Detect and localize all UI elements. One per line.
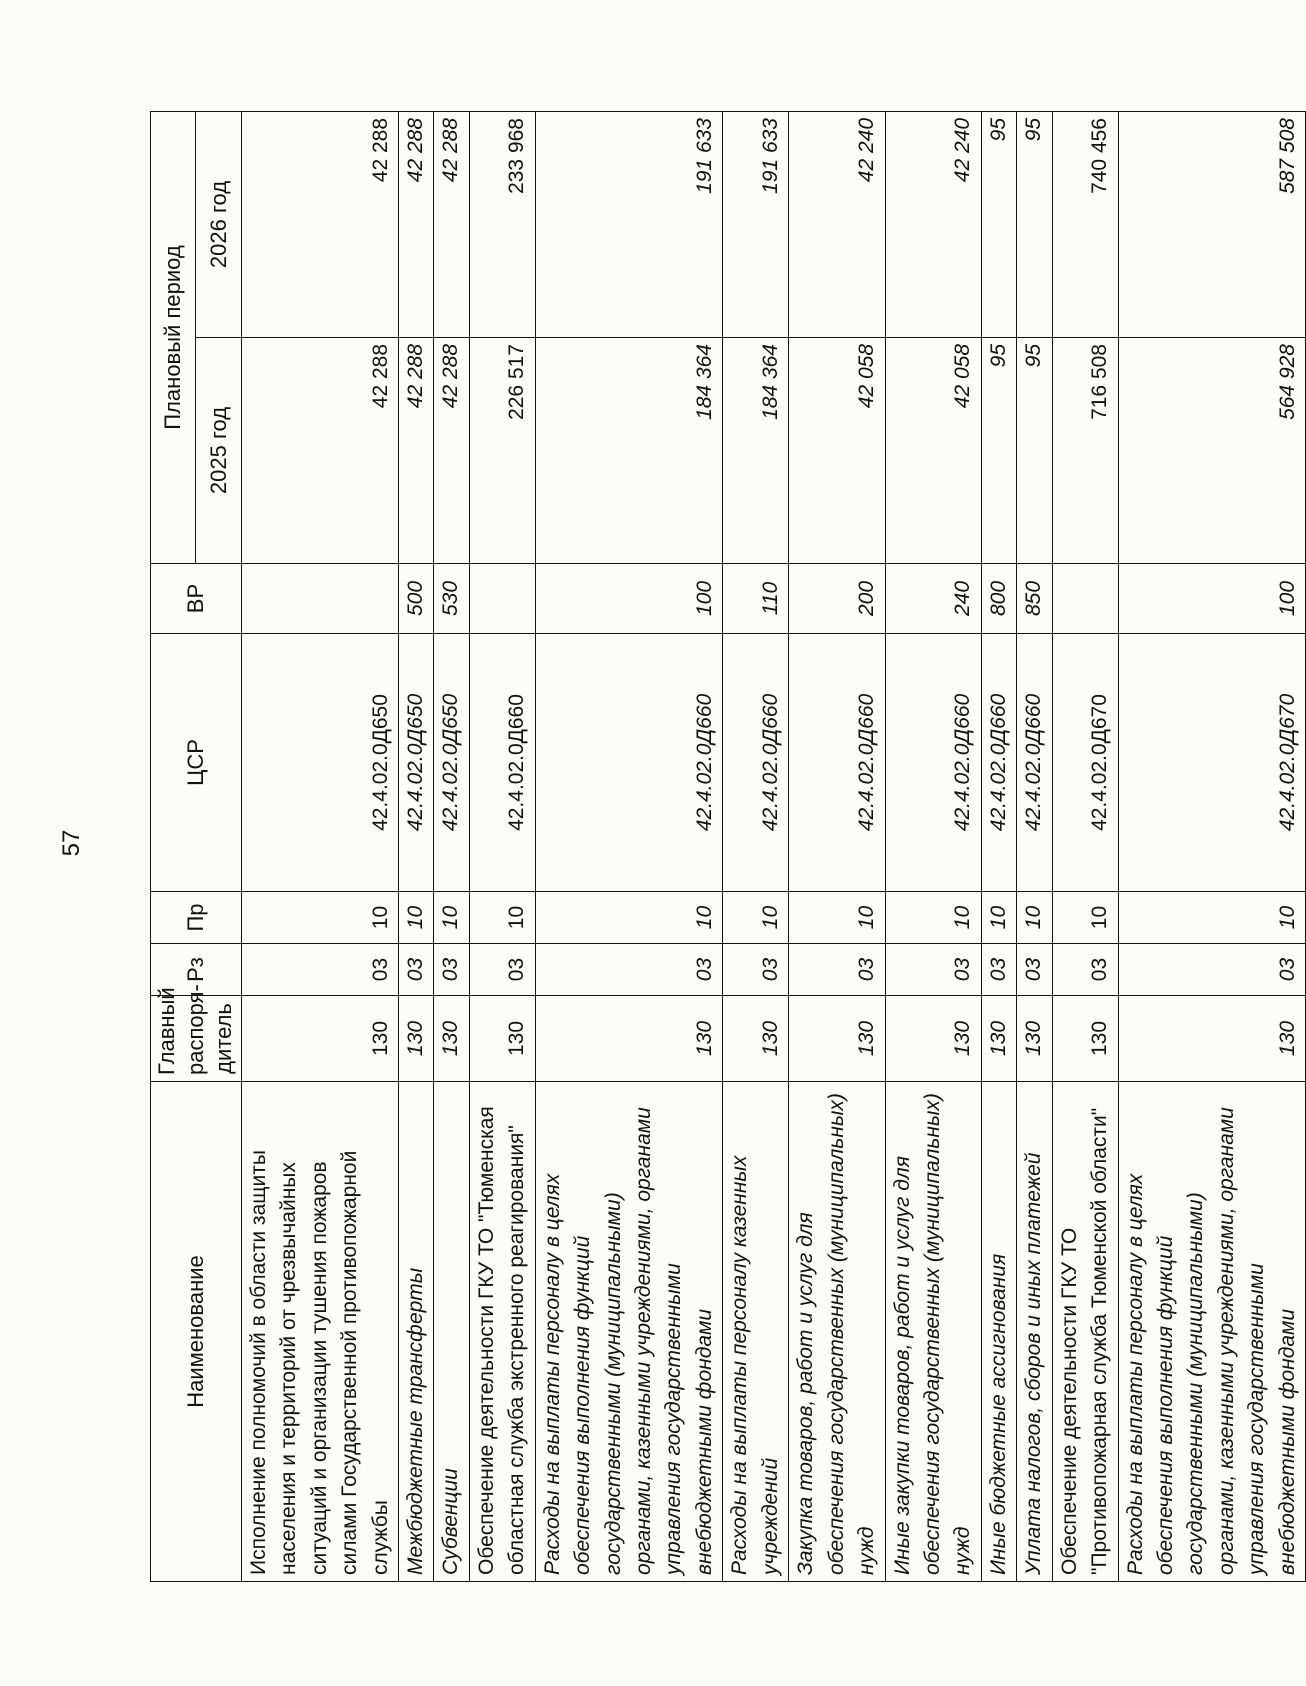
row-amount-2025: 42 288 <box>398 338 433 564</box>
table-row <box>885 112 981 1582</box>
row-manager: 130 <box>1118 996 1306 1082</box>
row-pr: 10 <box>885 892 981 944</box>
row-amount-2025: 42 288 <box>241 338 398 564</box>
row-amount-2026: 191 633 <box>535 112 723 338</box>
row-amount-2025: 716 508 <box>1052 338 1118 564</box>
row-pr: 10 <box>789 892 885 944</box>
row-vr: 500 <box>398 564 433 634</box>
row-pr: 10 <box>981 892 1016 944</box>
row-vr: 200 <box>789 564 885 634</box>
row-vr <box>241 564 398 634</box>
row-vr <box>1052 564 1118 634</box>
row-manager: 130 <box>1052 996 1118 1082</box>
budget-table <box>150 111 1306 1582</box>
row-amount-2026: 95 <box>1017 112 1052 338</box>
row-name: Расходы на выплаты персоналу в целях обеспечения выполнения функций государственными (муниципальными) органами, казенными учреждениями, органами управления государственными внебюджетными фондами <box>1118 1082 1306 1582</box>
row-amount-2025: 95 <box>1017 338 1052 564</box>
row-csr: 42.4.02.0Д650 <box>434 634 469 892</box>
row-amount-2026: 42 240 <box>885 112 981 338</box>
row-manager: 130 <box>981 996 1016 1082</box>
row-vr: 240 <box>885 564 981 634</box>
row-rz: 03 <box>1052 944 1118 996</box>
row-manager: 130 <box>469 996 535 1082</box>
row-vr: 110 <box>723 564 789 634</box>
row-rz: 03 <box>398 944 433 996</box>
row-manager: 130 <box>241 996 398 1082</box>
table-row <box>1017 112 1052 1582</box>
row-amount-2025: 42 058 <box>789 338 885 564</box>
table-row <box>469 112 535 1582</box>
row-csr: 42.4.02.0Д650 <box>398 634 433 892</box>
row-csr: 42.4.02.0Д650 <box>241 634 398 892</box>
row-rz: 03 <box>241 944 398 996</box>
table-row <box>981 112 1016 1582</box>
row-name: Межбюджетные трансферты <box>398 1082 433 1582</box>
header-csr: ЦСР <box>151 634 242 892</box>
row-name: Обеспечение деятельности ГКУ ТО "Тюменская областная служба экстренного реагирования" <box>469 1082 535 1582</box>
row-pr: 10 <box>535 892 723 944</box>
row-pr: 10 <box>398 892 433 944</box>
header-name: Наименование <box>151 1082 242 1582</box>
row-csr: 42.4.02.0Д670 <box>1118 634 1306 892</box>
row-amount-2025: 42 058 <box>885 338 981 564</box>
row-vr <box>469 564 535 634</box>
row-manager: 130 <box>723 996 789 1082</box>
row-amount-2026: 233 968 <box>469 112 535 338</box>
page-number: 57 <box>58 829 85 857</box>
row-pr: 10 <box>469 892 535 944</box>
row-name: Субвенции <box>434 1082 469 1582</box>
table-row <box>789 112 885 1582</box>
header-rz: Рз <box>151 944 242 996</box>
row-amount-2026: 740 456 <box>1052 112 1118 338</box>
row-csr: 42.4.02.0Д660 <box>1017 634 1052 892</box>
table-row <box>434 112 469 1582</box>
row-csr: 42.4.02.0Д660 <box>723 634 789 892</box>
row-pr: 10 <box>723 892 789 944</box>
row-csr: 42.4.02.0Д660 <box>535 634 723 892</box>
header-year-2026: 2026 год <box>196 112 241 338</box>
rotated-table-container <box>150 112 1299 1582</box>
row-amount-2026: 42 288 <box>398 112 433 338</box>
row-rz: 03 <box>981 944 1016 996</box>
table-row <box>535 112 723 1582</box>
row-vr: 530 <box>434 564 469 634</box>
table-row <box>398 112 433 1582</box>
row-vr: 850 <box>1017 564 1052 634</box>
row-manager: 130 <box>789 996 885 1082</box>
row-amount-2025: 95 <box>981 338 1016 564</box>
row-amount-2026: 95 <box>981 112 1016 338</box>
row-rz: 03 <box>1118 944 1306 996</box>
header-pr: Пр <box>151 892 242 944</box>
row-name: Уплата налогов, сборов и иных платежей <box>1017 1082 1052 1582</box>
row-csr: 42.4.02.0Д660 <box>789 634 885 892</box>
row-rz: 03 <box>723 944 789 996</box>
row-name: Иные закупки товаров, работ и услуг для обеспечения государственных (муниципальных) нужд <box>885 1082 981 1582</box>
row-manager: 130 <box>398 996 433 1082</box>
row-amount-2025: 184 364 <box>723 338 789 564</box>
row-amount-2026: 42 288 <box>241 112 398 338</box>
row-pr: 10 <box>1118 892 1306 944</box>
row-amount-2026: 587 508 <box>1118 112 1306 338</box>
row-vr: 800 <box>981 564 1016 634</box>
row-csr: 42.4.02.0Д670 <box>1052 634 1118 892</box>
row-amount-2025: 564 928 <box>1118 338 1306 564</box>
header-planned-period: Плановый период <box>151 112 196 564</box>
row-rz: 03 <box>469 944 535 996</box>
row-vr: 100 <box>535 564 723 634</box>
row-pr: 10 <box>1052 892 1118 944</box>
header-manager: Главный распоря-дитель <box>151 996 242 1082</box>
row-name: Расходы на выплаты персоналу в целях обеспечения выполнения функций государственными (муниципальными) органами, казенными учреждениями, органами управления государственными внебюджетными фондами <box>535 1082 723 1582</box>
table-row <box>1118 112 1306 1582</box>
row-pr: 10 <box>241 892 398 944</box>
row-amount-2026: 191 633 <box>723 112 789 338</box>
row-rz: 03 <box>1017 944 1052 996</box>
row-csr: 42.4.02.0Д660 <box>469 634 535 892</box>
row-rz: 03 <box>789 944 885 996</box>
row-csr: 42.4.02.0Д660 <box>885 634 981 892</box>
row-rz: 03 <box>434 944 469 996</box>
header-year-2025: 2025 год <box>196 338 241 564</box>
row-name: Расходы на выплаты персоналу казенных учреждений <box>723 1082 789 1582</box>
row-manager: 130 <box>434 996 469 1082</box>
row-amount-2025: 42 288 <box>434 338 469 564</box>
row-name: Закупка товаров, работ и услуг для обеспечения государственных (муниципальных) нужд <box>789 1082 885 1582</box>
row-name: Иные бюджетные ассигнования <box>981 1082 1016 1582</box>
row-amount-2025: 226 517 <box>469 338 535 564</box>
row-manager: 130 <box>885 996 981 1082</box>
row-name: Обеспечение деятельности ГКУ ТО "Противопожарная служба Тюменской области" <box>1052 1082 1118 1582</box>
row-pr: 10 <box>1017 892 1052 944</box>
table-row <box>1052 112 1118 1582</box>
row-amount-2026: 42 288 <box>434 112 469 338</box>
row-pr: 10 <box>434 892 469 944</box>
row-amount-2025: 184 364 <box>535 338 723 564</box>
table-body <box>241 112 1305 1582</box>
row-manager: 130 <box>1017 996 1052 1082</box>
row-manager: 130 <box>535 996 723 1082</box>
row-name: Исполнение полномочий в области защиты населения и территорий от чрезвычайных ситуаций и организации тушения пожаров силами Государственной противопожарной службы <box>241 1082 398 1582</box>
row-vr: 100 <box>1118 564 1306 634</box>
header-vr: ВР <box>151 564 242 634</box>
row-amount-2026: 42 240 <box>789 112 885 338</box>
row-rz: 03 <box>535 944 723 996</box>
table-row <box>723 112 789 1582</box>
row-rz: 03 <box>885 944 981 996</box>
row-csr: 42.4.02.0Д660 <box>981 634 1016 892</box>
table-row <box>241 112 398 1582</box>
